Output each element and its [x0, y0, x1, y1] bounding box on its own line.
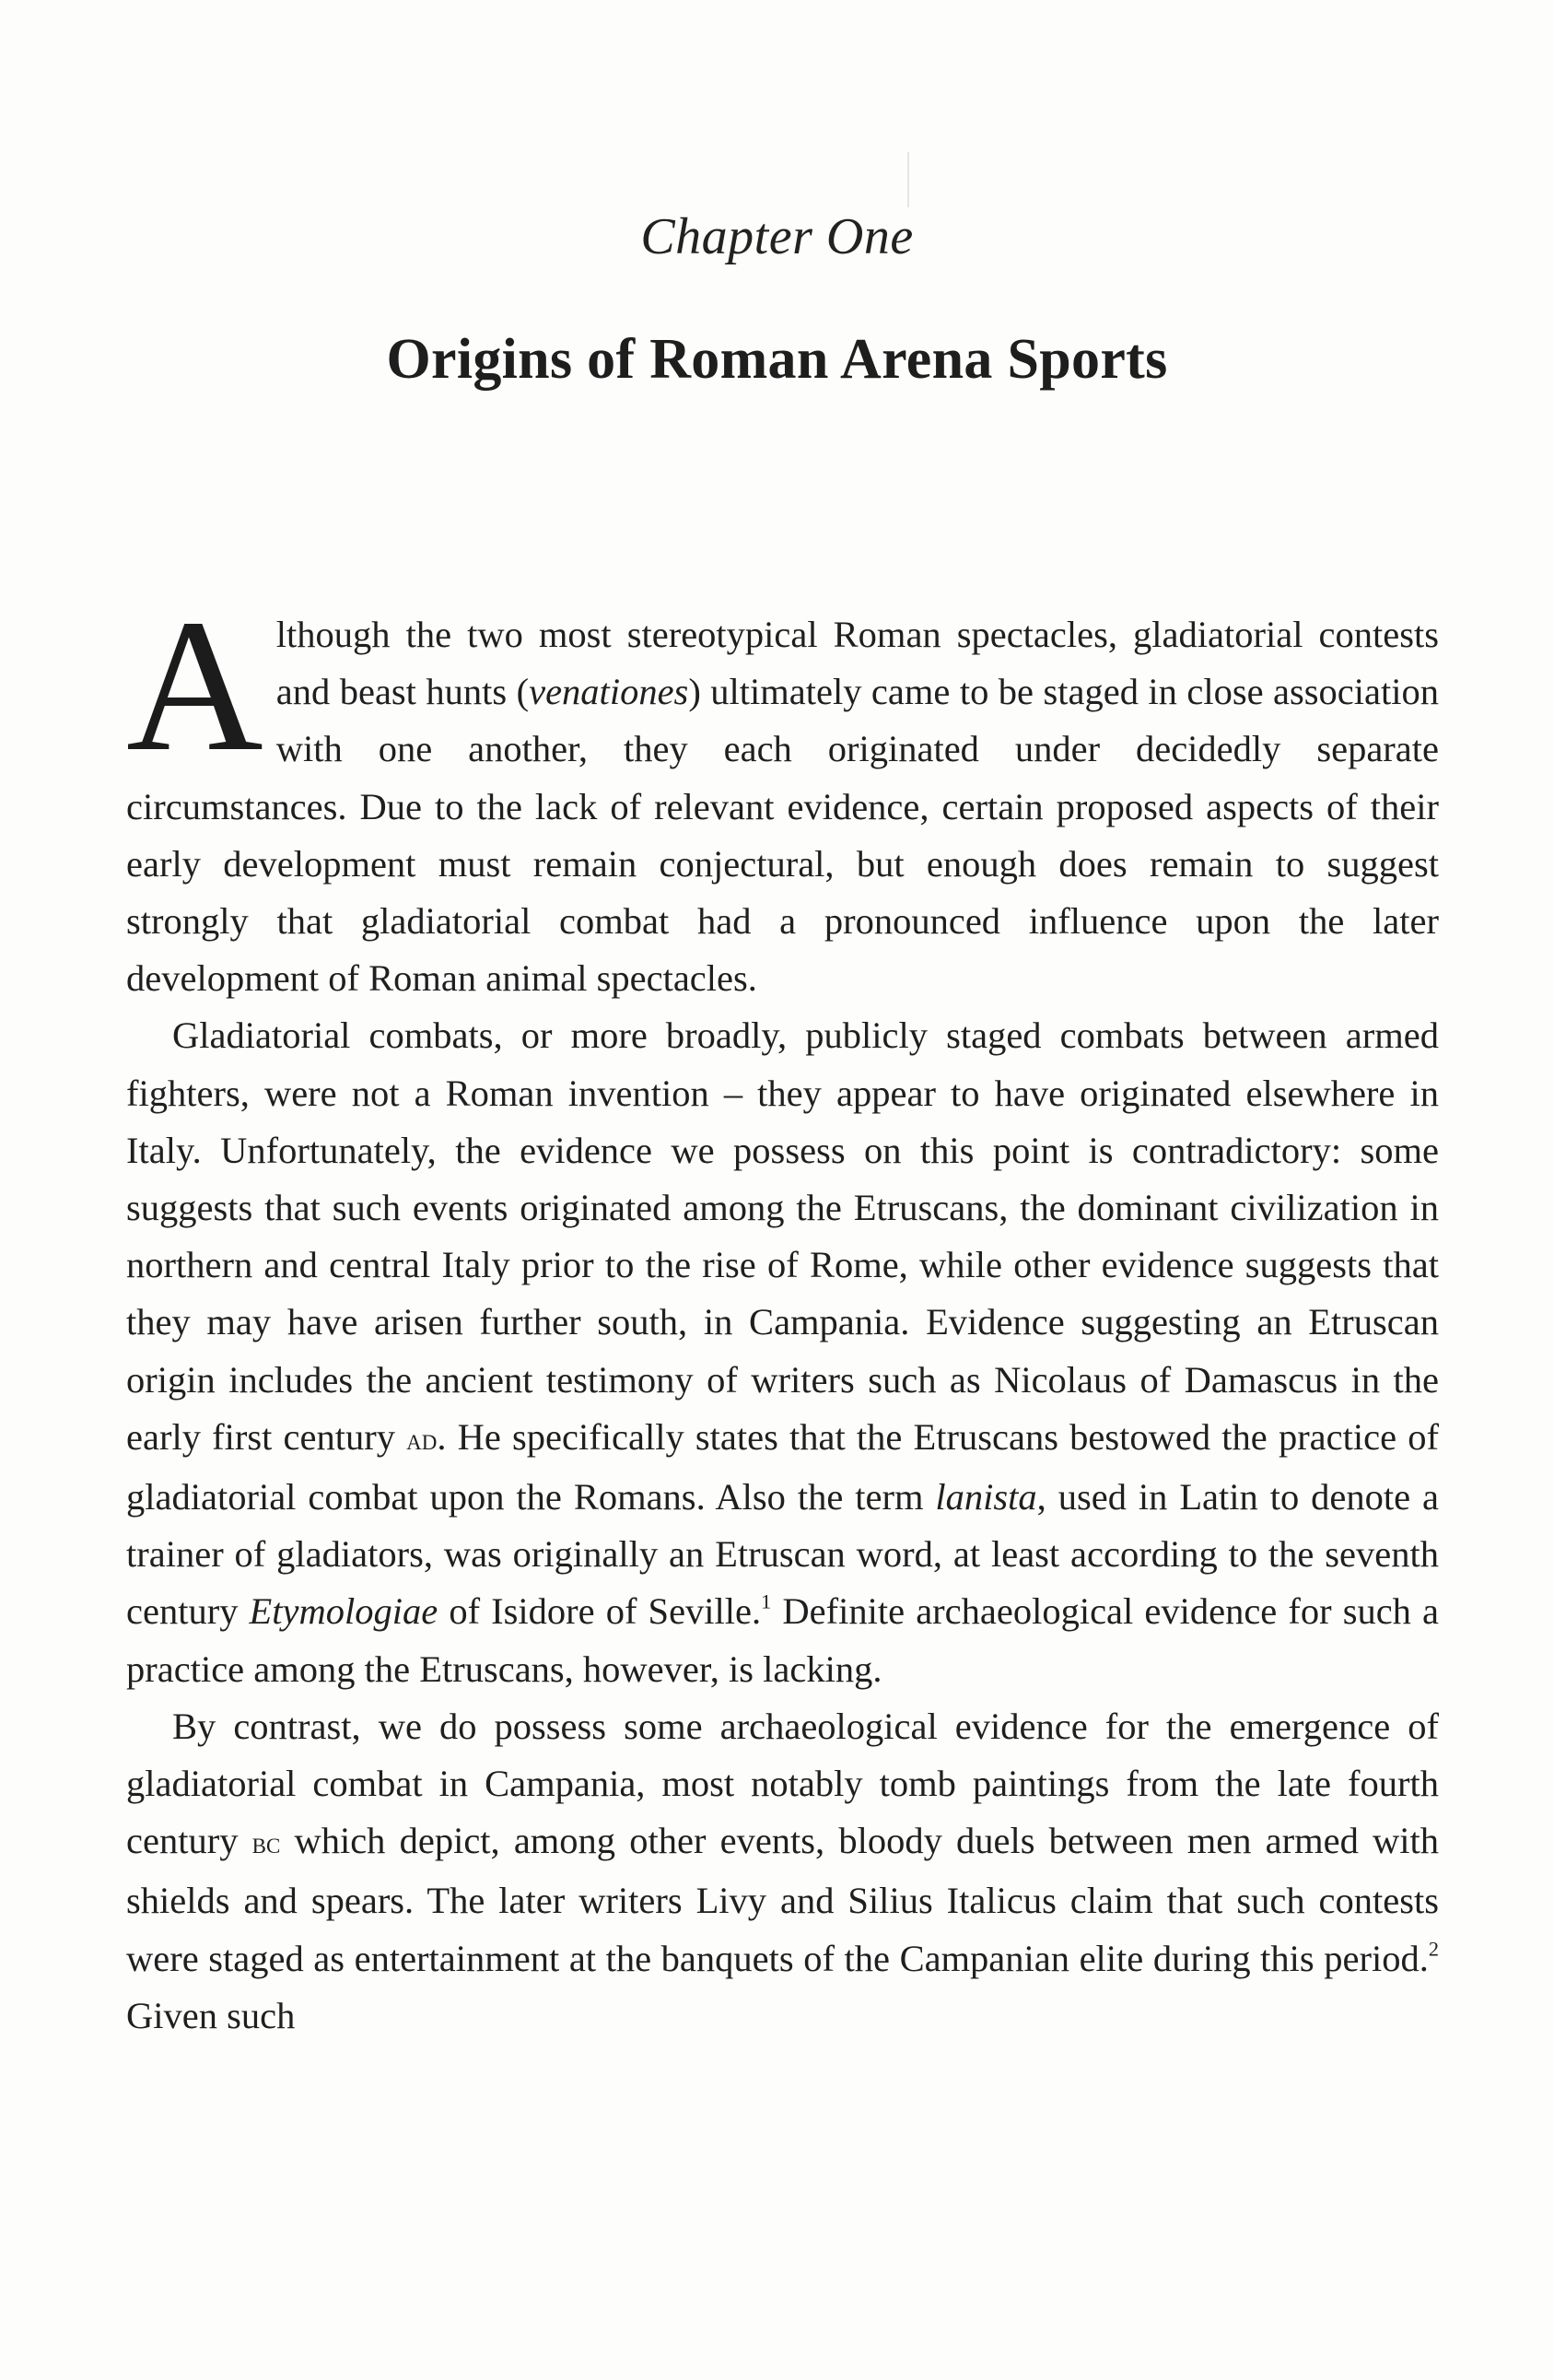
text-run: which depict, among other events, bloody duels between men armed with shields and spears. The later writers Livy and Silius Italicus claim that such contests were staged as entertainment at the banquets of the Campanian elite during this period.: [126, 1820, 1439, 1979]
paragraph: [126, 580, 1439, 1007]
text-run: Gladiatorial combats, or more broadly, publicly staged combats between armed fighters, were not a Roman invention – they appear to have originated elsewhere in Italy. Unfortunately, the evidence we possess on this point is contradictory: some suggests that such events originated among the Etruscans, the dominant civilization in northern and central Italy prior to the rise of Rome, while other evidence suggests that they may have arisen further south, in Campania. Evidence suggesting an Etruscan origin includes the ancient testimony of writers such as Nicolaus of Damascus in the early first century: [126, 1014, 1439, 1458]
drop-cap: A: [126, 580, 263, 791]
text-run: lthough the two most stereotypical Roman spectacles, gladiatorial contests and beast hunts (: [275, 614, 1439, 713]
text-run: By contrast, we do possess some archaeological evidence for the emergence of gladiatorial combat in Campania, most notably tomb paintings from the late fourth century: [126, 1705, 1439, 1862]
text-run: Given such: [126, 1994, 296, 2036]
scan-artifact-line: [907, 152, 909, 207]
chapter-title: Origins of Roman Arena Sports: [386, 328, 1168, 391]
body-text: [126, 580, 1440, 2045]
era-abbreviation: ad: [406, 1422, 438, 1457]
italic-term: Etymologiae: [249, 1590, 438, 1633]
paragraph: [126, 1007, 1439, 1697]
text-run: Definite archaeological evidence for such a practice among the Etruscans, however, is lacking.: [126, 1590, 1439, 1690]
footnote-marker: 1: [761, 1589, 772, 1613]
italic-term: venationes: [529, 671, 689, 713]
text-run: . He specifically states that the Etruscans bestowed the practice of gladiatorial combat upon the Romans. Also the term: [126, 1415, 1439, 1518]
text-run: of Isidore of Seville.: [438, 1590, 762, 1633]
paragraph: [126, 1698, 1439, 2045]
italic-term: lanista: [935, 1476, 1037, 1518]
text-run: ) ultimately came to be staged in close association with one another, they each originated under decidedly separate circumstances. Due to the lack of relevant evidence, certain proposed aspects of their early development must remain conjectural, but enough does remain to suggest strongly that gladiatorial combat had a pronounced influence upon the later development of Roman animal spectacles.: [126, 671, 1439, 1000]
footnote-marker: 2: [1428, 1936, 1439, 1960]
era-abbreviation: bc: [251, 1826, 281, 1861]
text-run: , used in Latin to denote a trainer of gladiators, was originally an Etruscan word, at least according to the seventh century: [126, 1476, 1440, 1633]
chapter-label: Chapter One: [640, 208, 914, 265]
